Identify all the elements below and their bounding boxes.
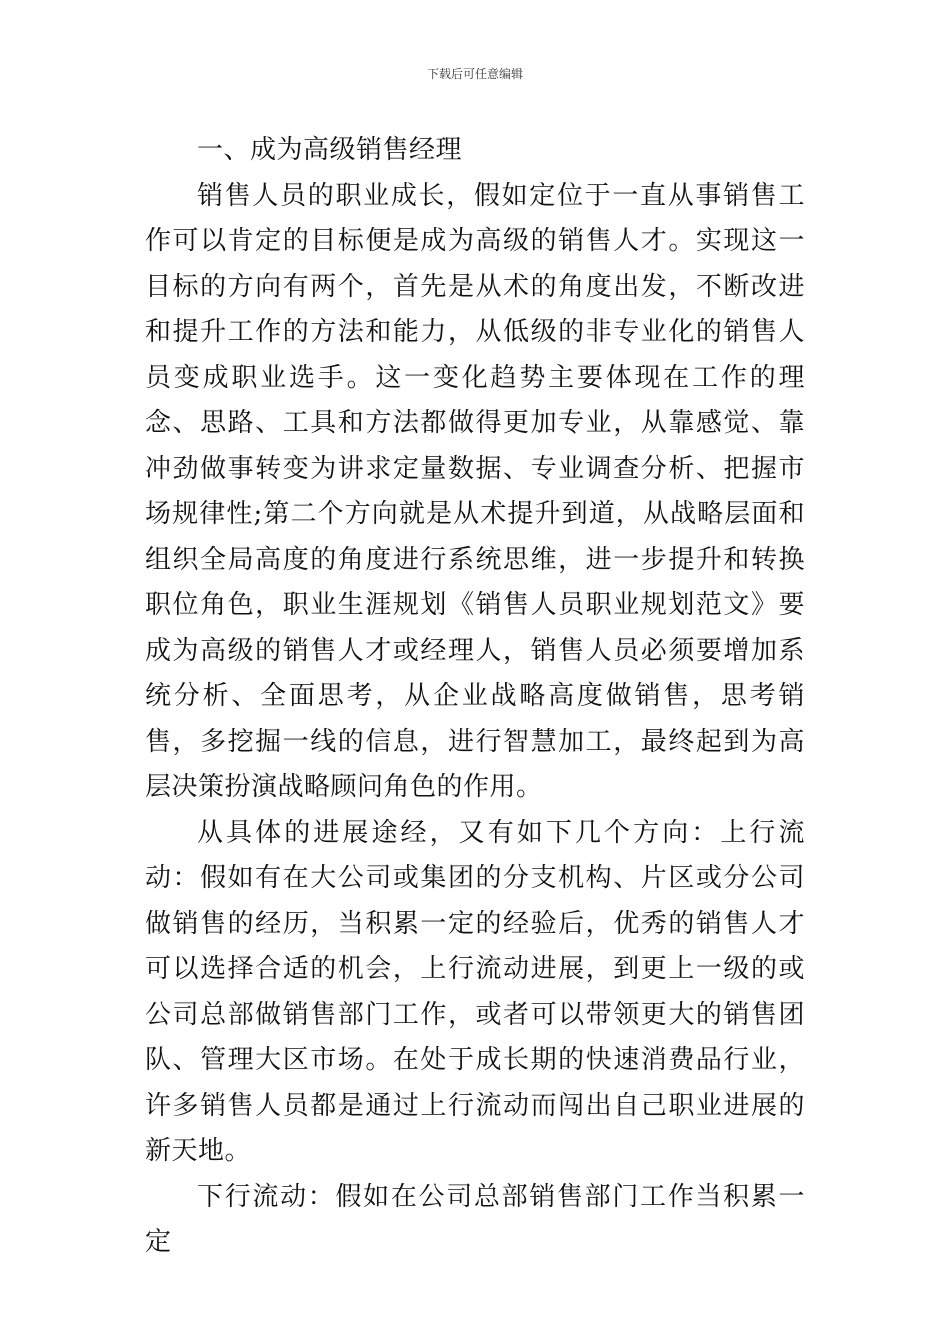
paragraph-1: 销售人员的职业成长，假如定位于一直从事销售工作可以肯定的目标便是成为高级的销售人才。实现这一目标的方向有两个，首先是从术的角度出发，不断改进和提升工作的方法和能力，从低级的非专业化的销售人员变成职业选手。这一变化趋势主要体现在工作的理念、思路、工具和方法都做得更加专业，从靠感觉、靠冲劲做事转变为讲求定量数据、专业调查分析、把握市场规律性;第二个方向就是从术提升到道，从战略层面和组织全局高度的角度进行系统思维，进一步提升和转换职位角色，职业生涯规划《销售人员职业规划范文》要成为高级的销售人才或经理人，销售人员必须要增加系统分析、全面思考，从企业战略高度做销售，思考销售，多挖掘一线的信息，进行智慧加工，最终起到为高层决策扮演战略顾问角色的作用。 — [145, 180, 805, 802]
paragraph-2: 从具体的进展途经，又有如下几个方向：上行流动：假如有在大公司或集团的分支机构、片区或分公司做销售的经历，当积累一定的经验后，优秀的销售人才可以选择合适的机会，上行流动进展，到更上一级的或公司总部做销售部门工作，或者可以带领更大的销售团队、管理大区市场。在处于成长期的快速消费品行业，许多销售人员都是通过上行流动而闯出自己职业进展的新天地。 — [145, 817, 805, 1166]
paragraph-3: 下行流动：假如在公司总部销售部门工作当积累一定 — [145, 1181, 805, 1257]
document-body — [145, 128, 805, 1266]
section-title: 一、成为高级销售经理 — [197, 135, 463, 165]
page-header: 下载后可任意编辑 — [426, 67, 523, 81]
